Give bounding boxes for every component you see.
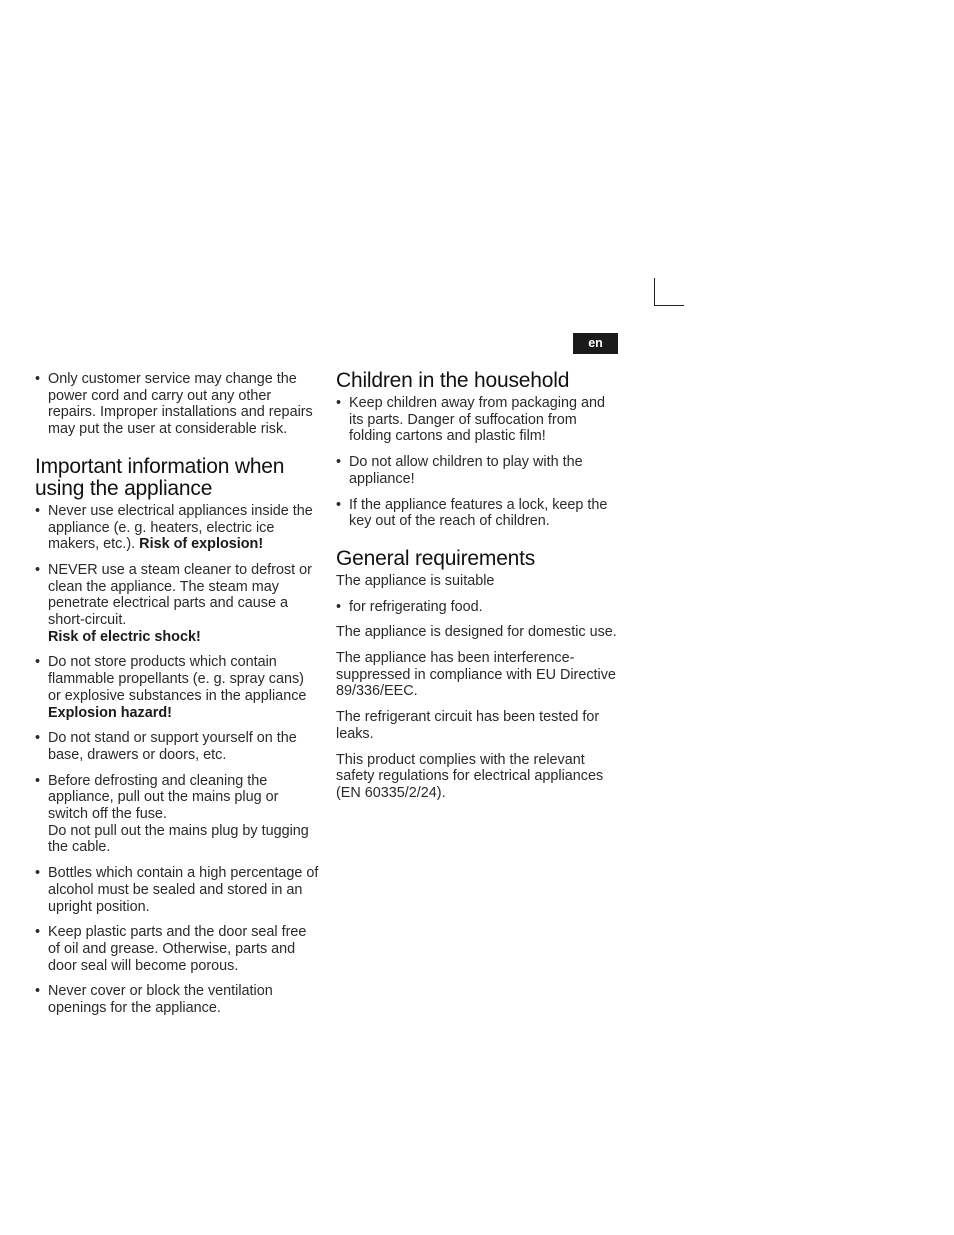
item-text: Only customer service may change the power cord and carry out any other repairs. Improper installations and repairs may put the user at considerable risk. bbox=[48, 371, 313, 438]
crop-mark-vertical bbox=[654, 278, 655, 306]
item-text: NEVER use a steam cleaner to defrost or clean the appliance. The steam may penetrate electrical parts and cause a short-circuit. bbox=[48, 561, 312, 629]
crop-mark-horizontal bbox=[654, 305, 684, 306]
intro-list bbox=[35, 371, 320, 438]
list-item bbox=[35, 371, 320, 438]
item-text: Never use electrical appliances inside the appliance (e. g. heaters, electric ice makers, etc.). bbox=[48, 502, 313, 553]
warning-text: Risk of explosion! bbox=[139, 536, 264, 553]
right-column bbox=[336, 370, 621, 811]
list-item bbox=[336, 395, 621, 445]
item-text: Keep children away from packaging and its parts. Danger of suffocation from folding cartons and plastic film! bbox=[349, 395, 605, 445]
item-text: Do not allow children to play with the appliance! bbox=[349, 454, 583, 487]
list-item bbox=[35, 983, 320, 1016]
item-text: If the appliance features a lock, keep the key out of the reach of children. bbox=[349, 496, 608, 530]
item-text: Do not store products which contain flammable propellants (e. g. spray cans) or explosive substances in the appliance bbox=[48, 654, 307, 704]
warning-text: Risk of electric shock! bbox=[48, 628, 201, 645]
language-badge: en bbox=[573, 333, 618, 354]
list-item bbox=[35, 562, 320, 646]
important-information-list bbox=[35, 503, 320, 1017]
list-item bbox=[35, 730, 320, 763]
section-heading-important-information: Important information when using the appliance bbox=[35, 454, 285, 500]
general-paragraph: This product complies with the relevant safety regulations for electrical appliances (EN 60335/2/24). bbox=[336, 751, 604, 801]
item-text: for refrigerating food. bbox=[349, 598, 483, 615]
list-item bbox=[336, 497, 621, 530]
list-item bbox=[35, 865, 320, 915]
section-heading-children: Children in the household bbox=[336, 369, 570, 392]
list-item bbox=[336, 454, 621, 487]
item-text: Keep plastic parts and the door seal free of oil and grease. Otherwise, parts and door seal will become porous. bbox=[48, 924, 307, 974]
list-item bbox=[35, 503, 320, 553]
general-paragraph: The refrigerant circuit has been tested for leaks. bbox=[336, 709, 600, 742]
general-intro: The appliance is suitable bbox=[336, 572, 495, 589]
item-text: Bottles which contain a high percentage of alcohol must be sealed and stored in an upright position. bbox=[48, 865, 319, 915]
item-extra-text: Do not pull out the mains plug by tugging the cable. bbox=[48, 822, 309, 856]
item-text: Do not stand or support yourself on the base, drawers or doors, etc. bbox=[48, 730, 297, 763]
list-item bbox=[35, 924, 320, 974]
section-heading-general-requirements: General requirements bbox=[336, 546, 536, 570]
children-list bbox=[336, 395, 621, 530]
warning-text: Explosion hazard! bbox=[48, 704, 172, 721]
list-item bbox=[336, 599, 621, 616]
general-paragraph: The appliance is designed for domestic use. bbox=[336, 624, 617, 641]
general-list bbox=[336, 599, 621, 616]
list-item bbox=[35, 773, 320, 857]
left-column bbox=[35, 371, 320, 1026]
list-item bbox=[35, 654, 320, 721]
item-text: Never cover or block the ventilation openings for the appliance. bbox=[48, 983, 273, 1017]
general-paragraph: The appliance has been interference-suppressed in compliance with EU Directive 89/336/EEC. bbox=[336, 650, 616, 700]
item-text: Before defrosting and cleaning the appliance, pull out the mains plug or switch off the fuse. bbox=[48, 772, 279, 823]
